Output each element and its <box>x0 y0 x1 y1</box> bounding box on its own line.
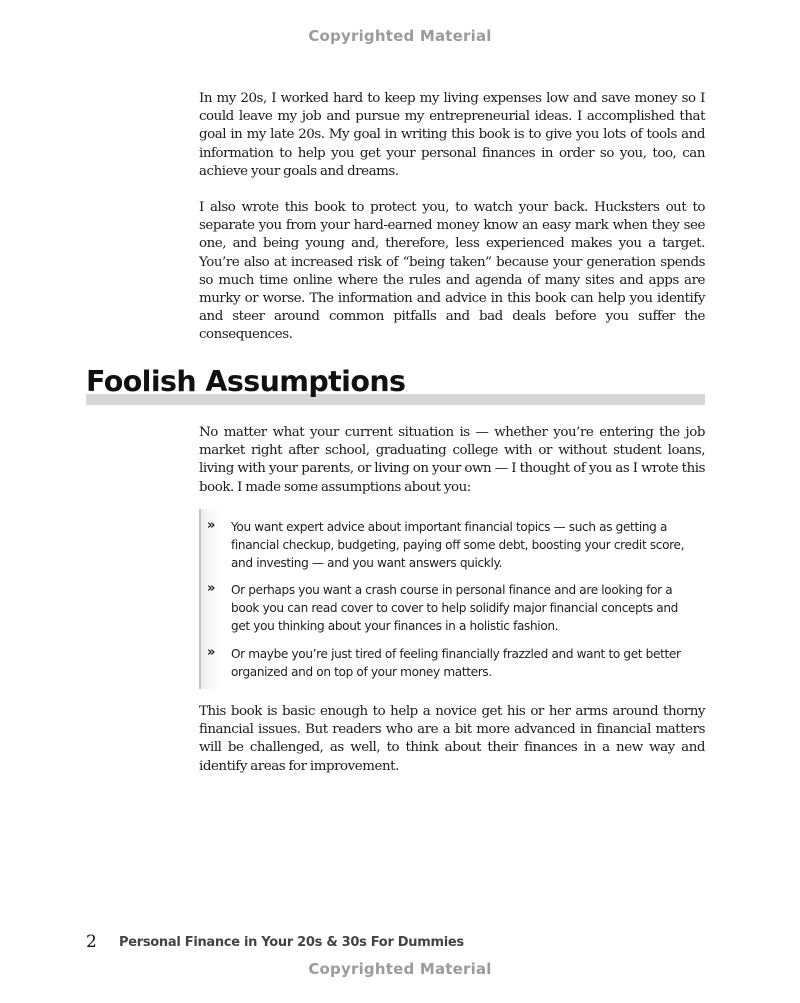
running-footer-title: Personal Finance in Your 20s & 30s For Dummies <box>119 935 464 950</box>
bullet-item <box>207 518 697 573</box>
bullet-item <box>207 645 697 681</box>
closing-paragraph: This book is basic enough to help a novice get his or her arms around thorny financial issues. But readers who are a bit more advanced in financial matters will be challenged, as well, to think about their finances in a new way and identify areas for improvement. <box>199 704 705 774</box>
copyright-watermark-top: Copyrighted Material <box>308 27 492 45</box>
bullet-text: You want expert advice about important financial topics — such as getting a financial checkup, budgeting, paying off some debt, boosting your credit score, and investing — and you want answers quickly. <box>231 520 685 571</box>
section-intro-paragraph: No matter what your current situation is — whether you’re entering the job market right after school, graduating college with or without student loans, living with your parents, or living on your own — I thought of you as I wrote this book. I made some assumptions about you: <box>199 425 705 495</box>
copyright-watermark-bottom: Copyrighted Material <box>308 960 492 978</box>
body-paragraph-1: In my 20s, I worked hard to keep my living expenses low and save money so I could leave my job and pursue my entrepreneurial ideas. I accomplished that goal in my late 20s. My goal in writing this book is to give you lots of tools and information to help you get your personal finances in order so you, too, can achieve your goals and dreams. <box>199 91 705 179</box>
section-heading: Foolish Assumptions <box>86 365 406 398</box>
bullet-text: Or perhaps you want a crash course in personal finance and are looking for a book you can read cover to cover to help solidify major financial concepts and get you thinking about your finances in a holistic fashion. <box>231 583 678 634</box>
double-chevron-icon: » <box>207 518 216 533</box>
page-number: 2 <box>86 932 97 952</box>
bullet-item <box>207 581 697 636</box>
double-chevron-icon: » <box>207 581 216 596</box>
double-chevron-icon: » <box>207 645 216 660</box>
bullet-text: Or maybe you’re just tired of feeling financially frazzled and want to get better organized and on top of your money matters. <box>231 647 681 680</box>
body-paragraph-2: I also wrote this book to protect you, to watch your back. Hucksters out to separate you from your hard-earned money know an easy mark when they see one, and being young and, therefore, less experienced makes you a target. You’re also at increased risk of “being taken” because your generation spends so much time online where the rules and agenda of many sites and apps are murky or worse. The information and advice in this book can help you identify and steer around common pitfalls and bad deals before you suffer the consequences. <box>199 200 705 343</box>
